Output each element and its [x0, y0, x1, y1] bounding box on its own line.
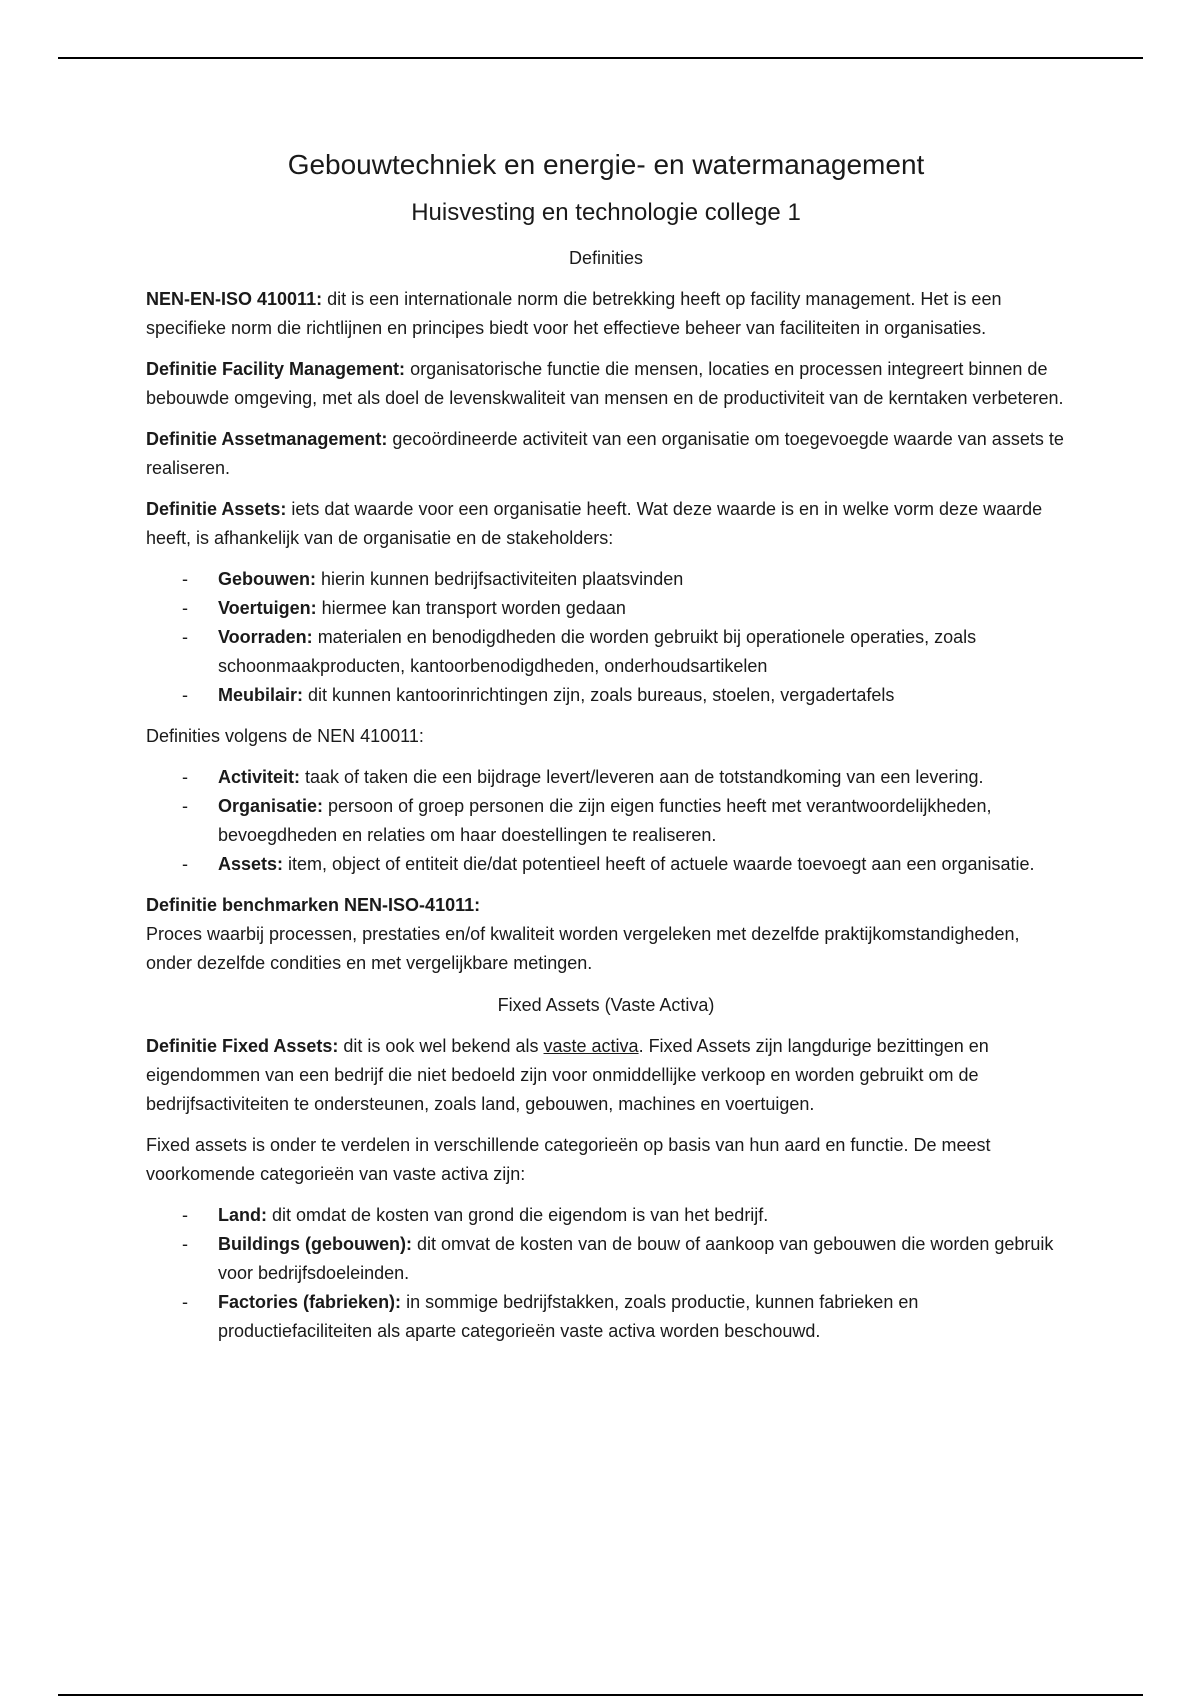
paragraph-facility-management: [146, 355, 1066, 413]
text-assets: iets dat waarde voor een organisatie heeft. Wat deze waarde is en in welke vorm deze waarde heeft, is afhankelijk van de organisatie en de stakeholders:: [146, 499, 1043, 548]
document-page: [146, 145, 1066, 1346]
list-item-text: in sommige bedrijfstakken, zoals productie, kunnen fabrieken en productiefaciliteiten als aparte categorieën vaste activa worden beschouwd.: [218, 1292, 919, 1341]
list-item-term: Land:: [218, 1205, 267, 1225]
term-nen: NEN-EN-ISO 410011:: [146, 289, 323, 309]
list-item-term: Buildings (gebouwen):: [218, 1234, 412, 1254]
text-nen: dit is een internationale norm die betrekking heeft op facility management. Het is een specifieke norm die richtlijnen en principes biedt voor het effectieve beheer van faciliteiten in organisaties.: [146, 289, 1002, 338]
list-item-text: persoon of groep personen die zijn eigen functies heeft met verantwoordelijkheden, bevoegdheden en relaties om haar doestellingen te realiseren.: [218, 796, 992, 845]
document-title: Gebouwtechniek en energie- en watermanagement: [287, 149, 925, 180]
list-item: [146, 1230, 1066, 1288]
assets-list: [146, 565, 1066, 710]
list-item-term: Factories (fabrieken):: [218, 1292, 402, 1312]
list-item-term: Meubilair:: [218, 685, 304, 705]
term-assetmanagement: Definitie Assetmanagement:: [146, 429, 388, 449]
list-item-text: materialen en benodigdheden die worden gebruikt bij operationele operaties, zoals schoonmaakproducten, kantoorbenodigdheden, onderhoudsartikelen: [218, 627, 977, 676]
fixed-assets-list: [146, 1201, 1066, 1346]
list-item: [146, 681, 1066, 710]
list-item-text: item, object of entiteit die/dat potentieel heeft of actuele waarde toevoegt aan een organisatie.: [283, 854, 1035, 874]
nen-definitions-list: [146, 763, 1066, 879]
list-item-term: Voorraden:: [218, 627, 313, 647]
list-item-text: hierin kunnen bedrijfsactiviteiten plaatsvinden: [316, 569, 684, 589]
section-heading-fixed-assets: Fixed Assets (Vaste Activa): [497, 995, 715, 1015]
list-item-term: Activiteit:: [218, 767, 301, 787]
list-item-text: dit kunnen kantoorinrichtingen zijn, zoals bureaus, stoelen, vergadertafels: [303, 685, 895, 705]
paragraph-fixed-categories: Fixed assets is onder te verdelen in verschillende categorieën op basis van hun aard en functie. De meest voorkomende categorieën van vaste activa zijn:: [146, 1135, 991, 1184]
text-facility-management: organisatorische functie die mensen, locaties en processen integreert binnen de bebouwde omgeving, met als doel de levenskwaliteit van mensen en de productiviteit van de kerntaken verbeteren.: [146, 359, 1064, 408]
list-item: [146, 623, 1066, 681]
term-benchmarken: Definitie benchmarken NEN-ISO-41011:: [146, 895, 481, 915]
list-item-term: Voertuigen:: [218, 598, 317, 618]
text-benchmarken: Proces waarbij processen, prestaties en/of kwaliteit worden vergeleken met dezelfde praktijkomstandigheden, onder dezelfde condities en met vergelijkbare metingen.: [146, 924, 1020, 973]
vaste-activa-link[interactable]: vaste activa: [543, 1036, 639, 1056]
section-heading-definities: Definities: [568, 248, 644, 268]
term-assets: Definitie Assets:: [146, 499, 287, 519]
paragraph-benchmarken: [146, 891, 1066, 978]
list-item-text: taak of taken die een bijdrage levert/leveren aan de totstandkoming van een levering.: [300, 767, 984, 787]
list-item-term: Gebouwen:: [218, 569, 316, 589]
paragraph-nen-definities: Definities volgens de NEN 410011:: [146, 726, 424, 746]
text-fixed-assets-a: dit is ook wel bekend als: [338, 1036, 544, 1056]
paragraph-assets: [146, 495, 1066, 553]
paragraph-assetmanagement: [146, 425, 1066, 483]
text-assetmanagement: gecoördineerde activiteit van een organisatie om toegevoegde waarde van assets te realiseren.: [146, 429, 1064, 478]
list-item: [146, 565, 1066, 594]
list-item: [146, 1288, 1066, 1346]
text-fixed-assets-b: . Fixed Assets zijn langdurige bezittingen en eigendommen van een bedrijf die niet bedoeld zijn voor onmiddellijke verkoop en worden gebruikt om de bedrijfsactiviteiten te ondersteunen, zoals land, gebouwen, machines en voertuigen.: [146, 1036, 989, 1114]
list-item-text: dit omvat de kosten van de bouw of aankoop van gebouwen die worden gebruik voor bedrijfsdoeleinden.: [218, 1234, 1054, 1283]
footer-rule: [58, 1694, 1143, 1696]
list-item: [146, 850, 1066, 879]
list-item-term: Assets:: [218, 854, 284, 874]
list-item: [146, 594, 1066, 623]
paragraph-fixed-assets: [146, 1032, 1066, 1119]
list-item: [146, 792, 1066, 850]
document-subtitle: Huisvesting en technologie college 1: [411, 199, 801, 226]
list-item-text: dit omdat de kosten van grond die eigendom is van het bedrijf.: [267, 1205, 769, 1225]
header-rule: [58, 57, 1143, 59]
list-item-term: Organisatie:: [218, 796, 324, 816]
term-facility-management: Definitie Facility Management:: [146, 359, 406, 379]
paragraph-nen: [146, 285, 1066, 343]
list-item: [146, 763, 1066, 792]
list-item-text: hiermee kan transport worden gedaan: [316, 598, 626, 618]
list-item: [146, 1201, 1066, 1230]
term-fixed-assets: Definitie Fixed Assets:: [146, 1036, 339, 1056]
